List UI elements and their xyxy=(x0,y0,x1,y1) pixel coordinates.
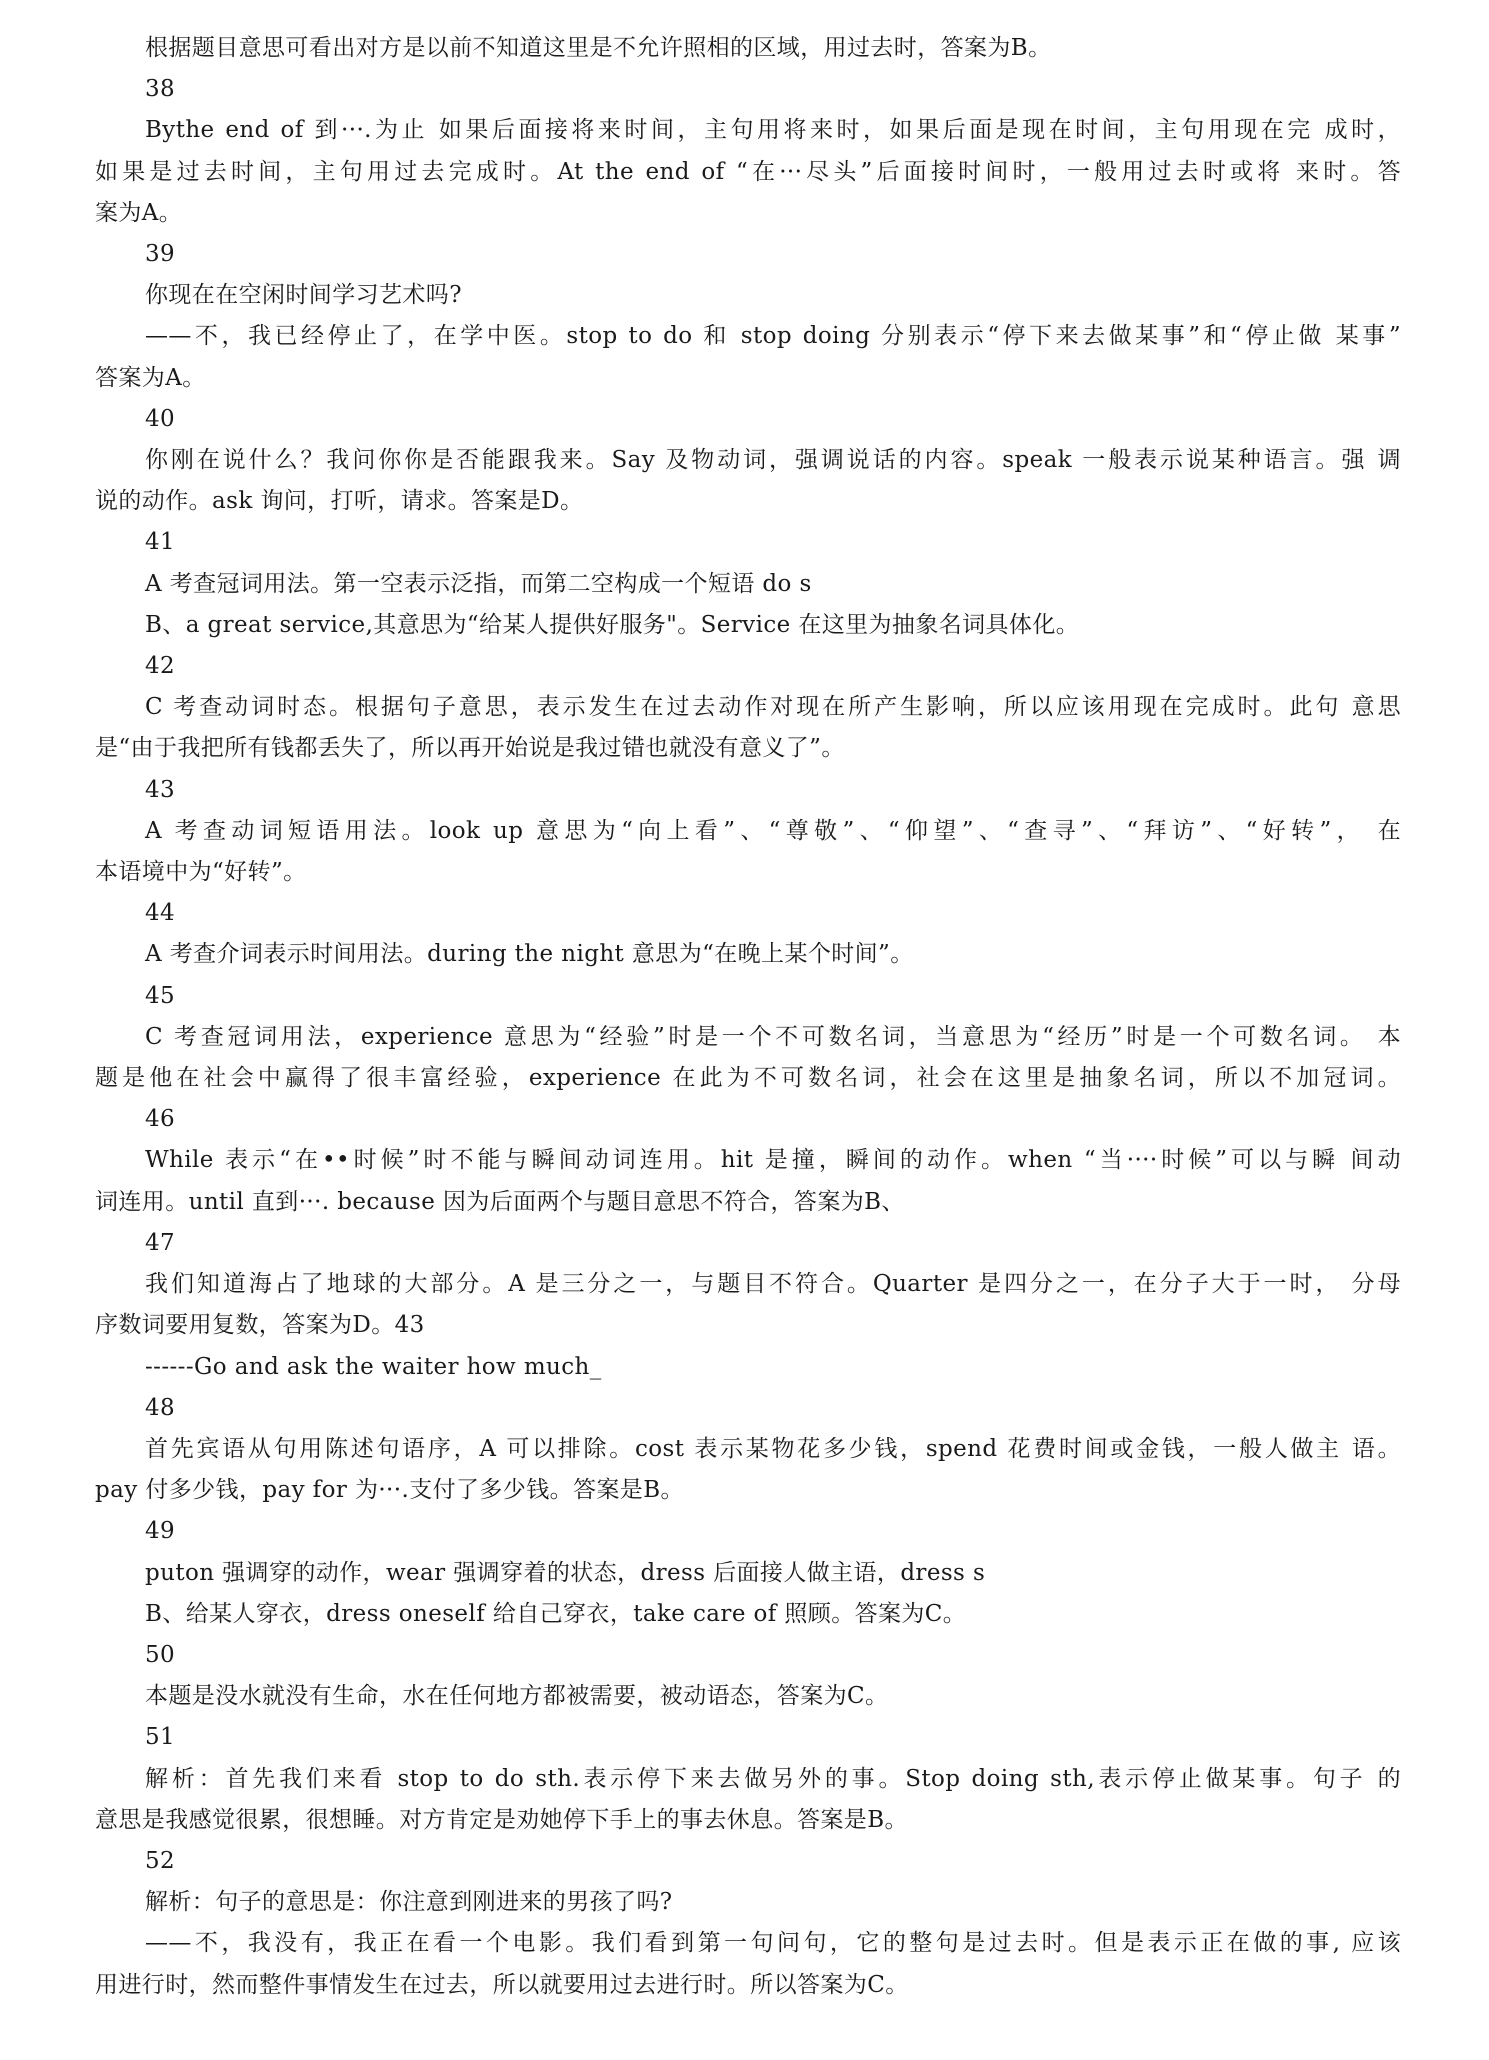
question-number: 52 xyxy=(145,1847,176,1874)
text-line: 我们知道海占了地球的大部分。A 是三分之一，与题目不符合。Quarter 是四分之一，在分子大于一时， 分母 xyxy=(145,1271,1401,1298)
text-line: ------Go and ask the waiter how much_ xyxy=(145,1353,602,1380)
text-line: 词连用。until 直到···. because 因为后面两个与题目意思不符合，答案为B、 xyxy=(95,1188,905,1215)
question-number: 45 xyxy=(145,982,176,1009)
question-number: 50 xyxy=(145,1641,176,1668)
text-line: C 考查冠词用法，experience 意思为“经验”时是一个不可数名词，当意思为“经历”时是一个可数名词。 本 xyxy=(145,1023,1401,1050)
text-line: C 考查动词时态。根据句子意思，表示发生在过去动作对现在所产生影响，所以应该用现在完成时。此句 意思 xyxy=(145,694,1401,721)
text-line: 首先宾语从句用陈述句语序，A 可以排除。cost 表示某物花多少钱，spend 花费时间或金钱，一般人做主 语。 xyxy=(145,1435,1401,1462)
text-line: 用进行时，然而整件事情发生在过去，所以就要用过去进行时。所以答案为C。 xyxy=(95,1971,909,1998)
text-line: 解析：句子的意思是：你注意到刚进来的男孩了吗? xyxy=(145,1889,673,1916)
text-line: puton 强调穿的动作，wear 强调穿着的状态，dress 后面接人做主语，dress s xyxy=(145,1559,986,1586)
question-number: 49 xyxy=(145,1518,176,1545)
question-number: 40 xyxy=(145,405,176,432)
text-line: 题是他在社会中赢得了很丰富经验，experience 在此为不可数名词，社会在这里是抽象名词，所以不加冠词。 xyxy=(95,1065,1401,1092)
text-line: pay 付多少钱，pay for 为···.支付了多少钱。答案是B。 xyxy=(95,1477,684,1504)
text-line: B、给某人穿衣，dress oneself 给自己穿衣，take care of 照顾。答案为C。 xyxy=(145,1600,967,1627)
question-number: 41 xyxy=(145,529,176,556)
text-line: While 表示“在••时候”时不能与瞬间动词连用。hit 是撞，瞬间的动作。when “当····时候”可以与瞬 间动 xyxy=(145,1147,1401,1174)
text-line: Bythe end of 到···.为止 如果后面接将来时间，主句用将来时，如果后面是现在时间，主句用现在完 成时， xyxy=(145,117,1401,144)
text-line: A 考查冠词用法。第一空表示泛指，而第二空构成一个短语 do s xyxy=(145,570,812,597)
text-line: A 考查动词短语用法。look up 意思为“向上看”、“尊敬”、“仰望”、“查寻”、“拜访”、“好转”， 在 xyxy=(145,817,1401,844)
text-line: ——不，我已经停止了，在学中医。stop to do 和 stop doing 分别表示“停下来去做某事”和“停止做 某事” xyxy=(145,323,1401,350)
question-number: 39 xyxy=(145,241,176,268)
text-line: 你现在在空闲时间学习艺术吗? xyxy=(145,282,462,309)
text-line: 答案为A。 xyxy=(95,364,206,391)
text-line: 本题是没水就没有生命，水在任何地方都被需要，被动语态，答案为C。 xyxy=(145,1683,889,1710)
text-line: 根据题目意思可看出对方是以前不知道这里是不允许照相的区域，用过去时，答案为B。 xyxy=(145,35,1052,61)
text-line: 是“由于我把所有钱都丢失了，所以再开始说是我过错也就没有意义了”。 xyxy=(95,735,845,762)
question-number: 42 xyxy=(145,653,176,680)
text-line: ——不，我没有，我正在看一个电影。我们看到第一句问句，它的整句是过去时。但是表示正在做的事, 应该 xyxy=(145,1930,1401,1957)
text-line: 说的动作。ask 询问，打听，请求。答案是D。 xyxy=(95,488,584,515)
text-line: 意思是我感觉很累，很想睡。对方肯定是劝她停下手上的事去休息。答案是B。 xyxy=(95,1806,908,1833)
question-number: 43 xyxy=(145,776,176,803)
text-line: 你刚在说什么？我问你你是否能跟我来。Say 及物动词，强调说话的内容。speak 一般表示说某种语言。强 调 xyxy=(145,447,1401,474)
question-number: 44 xyxy=(145,900,176,927)
question-number: 51 xyxy=(145,1724,176,1751)
text-line: 解析：首先我们来看 stop to do sth.表示停下来去做另外的事。Stop doing sth,表示停止做某事。句子 的 xyxy=(145,1765,1401,1792)
text-line: 案为A。 xyxy=(95,199,183,226)
question-number: 48 xyxy=(145,1394,176,1421)
text-line: B、a great service,其意思为“给某人提供好服务"。Service 在这里为抽象名词具体化。 xyxy=(145,611,1080,638)
question-number: 46 xyxy=(145,1106,176,1133)
text-line: 本语境中为“好转”。 xyxy=(95,859,307,886)
text-line: A 考查介词表示时间用法。during the night 意思为“在晚上某个时间”。 xyxy=(145,941,914,968)
question-number: 47 xyxy=(145,1229,176,1256)
text-line: 序数词要用复数，答案为D。43 xyxy=(95,1312,425,1339)
text-line: 如果是过去时间，主句用过去完成时。At the end of “在···尽头”后面接时间时，一般用过去时或将 来时。答 xyxy=(95,158,1401,185)
question-number: 38 xyxy=(145,76,176,103)
